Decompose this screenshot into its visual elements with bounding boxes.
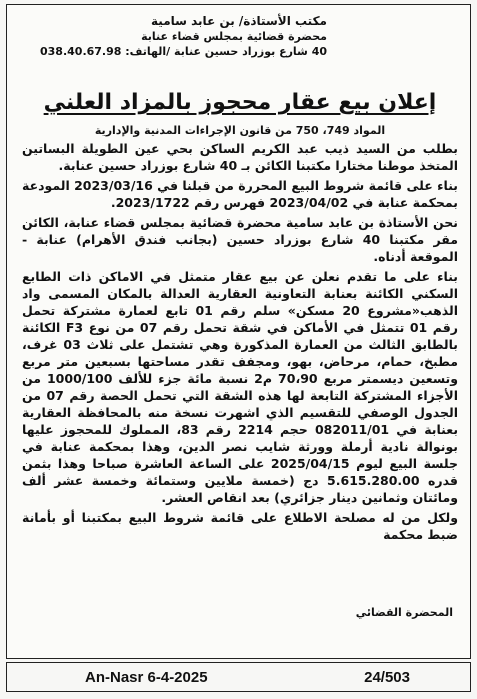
paragraph-consultation: ولكل من له مصلحة الاطلاع على قائمة شروط البيع بمكتبنا أو بأمانة ضبط محكمة	[22, 510, 458, 542]
office-address: 40 شارع بوزراد حسين عنابة /الهاتف: 038.40.67.98	[40, 45, 327, 58]
paragraph-bailiff: نحن الأستاذة بن عابد سامية محضرة قضائية بمجلس قضاء عنابة، الكائن مقر مكتبنا 40 شارع بوزراد حسين (بجانب فندق الأهرام) عنابة - الموقعة أدناه.	[22, 215, 459, 264]
paragraph-property: بناء على ما تقدم نعلن عن بيع عقار متمثل في الاماكن ذات الطابع السكني الكائنة بعنابة التعاونية العقارية العدالة بالمكان المسمى واد الذهب«مشروع 20 مسكن» سلم رقم 01 تابع لعمارة مشتركة تحمل رقم 01 تتمثل في الأماكن في شقة تحمل رقم 07 من نوع F3 الكائنة بالطابق الثالث من العمارة المذكورة وهي تشتمل على ثلاث 03 غرف، مطبخ، حمام، مرحاض، بهو، ومجفف تقدر مساحتها بسبعين متر مربع وتسعين ديسمتر مربع 70،90 م2 نسبة مائة جزء للألف 1000/100 من الأجزاء المشتركة التابعة لها هذه الشقة التي تحمل الحصة رقم 07 من الجدول الوصفي للتقسيم الذي اشهرت نسخة منه بالمحافظة العقارية بعنابة في 082011/01 حجم 2214 رقم 83، المملوك للمحجوز عليها بونوالة نادية أرملة وورثة شايب نصر الدين، وهذا بمحكمة عنابة في جلسة البيع ليوم 2025/04/15 على الساعة العاشرة صباحا وهذا بثمن قدره 5.615.280.00 دج (خمسة ملايين وستمائة وخمسة عشر ألف ومائتان وثمانين دينار جزائري) بعد انقاص العشر.	[22, 269, 459, 505]
paragraph-requester: بطلب من السيد ذيب عبد الكريم الساكن بحي عين الطويلة البساتين المتخذ موطنا مختارا مكتبنا الكائن بـ 40 شارع بوزراد حسين عنابة.	[22, 141, 458, 173]
office-role: محضرة قضائية بمجلس قضاء عنابة	[141, 30, 327, 43]
announcement-body	[22, 140, 458, 546]
publication-footer	[6, 662, 471, 692]
bailiff-header	[7, 14, 327, 59]
office-name: مكتب الأستاذة/ بن عابد سامية	[151, 14, 327, 28]
paragraph-conditions: بناء على قائمة شروط البيع المحررة من قبلنا في 2023/03/16 المودعة بمحكمة عنابة في 2023/04/02 فهرس رقم 2023/1722.	[22, 178, 458, 210]
announcement-title: إعلان بيع عقار محجوز بالمزاد العلني	[43, 90, 437, 115]
legal-articles: المواد 749، 750 من قانون الإجراءات المدنية والإدارية	[94, 124, 386, 137]
signature: المحضرة القضائي	[355, 606, 453, 619]
publication-ref: 24/503	[364, 668, 410, 686]
newspaper-date: An-Nasr 6-4-2025	[85, 668, 208, 686]
